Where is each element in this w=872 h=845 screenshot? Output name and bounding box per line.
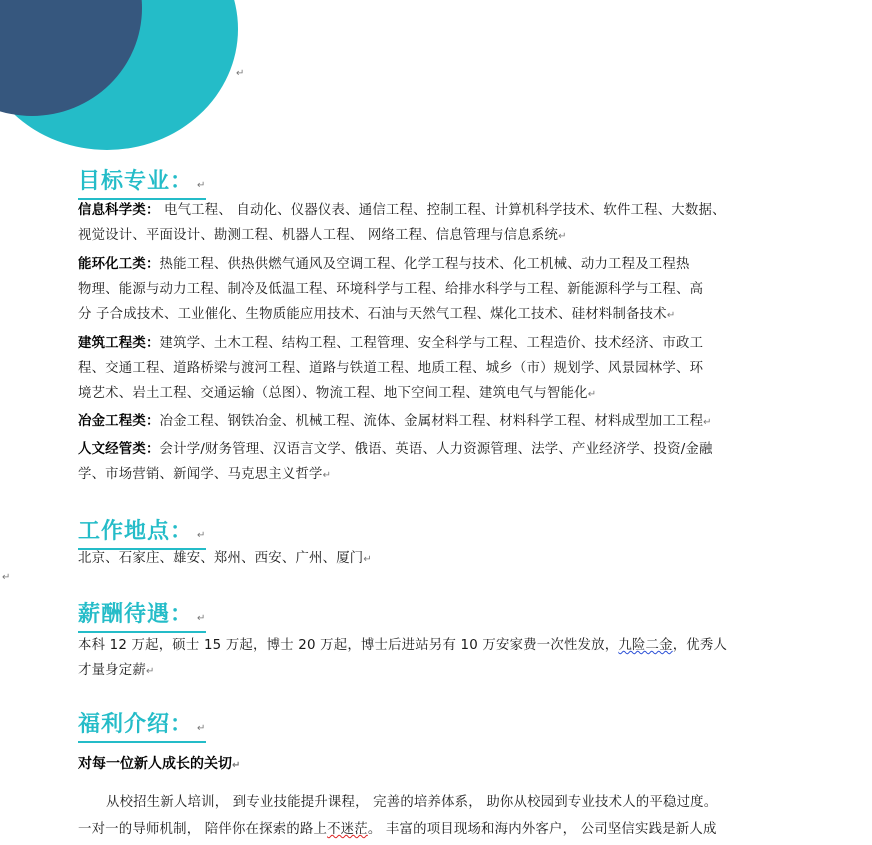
section-heading-location: 工作地点： ↵ [78, 520, 206, 550]
paragraph-mark: ↵ [2, 572, 11, 583]
section-heading-salary: 薪酬待遇： ↵ [78, 603, 206, 633]
benefits-text-cont: 一对一的导师机制， 陪伴你在探索的路上不迷茫。 丰富的项目现场和海内外客户， 公司坚信实践是新人成 [78, 822, 717, 837]
location-text: 北京、石家庄、雄安、郑州、西安、广州、厦门↵ [78, 551, 372, 566]
spellcheck-underline: 九险二金 [618, 638, 673, 653]
major-group-energy: 能环化工类：热能工程、供热供燃气通风及空调工程、化学工程与技术、化工机械、动力工程及工程热 物理、能源与动力工程、制冷及低温工程、环境科学与工程、给排水科学与工程、新能源科学与工程、高 分 子合成技术、工业催化、生物质能应用技术、石油与天然气工程、煤化工技术、硅材料制备技术↵ [78, 257, 704, 322]
section-heading-target: 目标专业： ↵ [78, 170, 206, 200]
benefits-text: 从校招生新人培训， 到专业技能提升课程， 完善的培养体系， 助你从校园到专业技术人的平稳过度。 [106, 795, 718, 810]
major-group-info: 信息科学类： 电气工程、 自动化、仪器仪表、通信工程、控制工程、计算机科学技术、软件工程、大数据、 视觉设计、平面设计、勘测工程、机器人工程、 网络工程、信息管理与信息系统↵ [78, 203, 726, 243]
salary-text: 本科 12 万起，硕士 15 万起，博士 20 万起，博士后进站另有 10 万安家费一次性发放，九险二金，优秀人 才量身定薪↵ [78, 638, 728, 678]
major-group-humanities: 人文经管类：会计学/财务管理、汉语言文学、俄语、英语、人力资源管理、法学、产业经济学、投资/金融 学、市场营销、新闻学、马克思主义哲学↵ [78, 442, 713, 482]
major-group-construction: 建筑工程类：建筑学、土木工程、结构工程、工程管理、安全科学与工程、工程造价、技术经济、市政工 程、交通工程、道路桥梁与渡河工程、道路与铁道工程、地质工程、城乡（市）规划学、风景园林学、环 境艺术、岩土工程、交通运输（总图）、物流工程、地下空间工程、建筑电气与智能化↵ [78, 336, 704, 401]
benefits-subtitle: 对每一位新人成长的关切↵ [78, 756, 241, 772]
spellcheck-underline: 不迷茫 [327, 822, 368, 837]
section-heading-benefits: 福利介绍： ↵ [78, 713, 206, 743]
major-group-metallurgy: 冶金工程类：冶金工程、钢铁冶金、机械工程、流体、金属材料工程、材料科学工程、材料成型加工工程↵ [78, 414, 712, 429]
paragraph-mark: ↵ [236, 68, 245, 79]
